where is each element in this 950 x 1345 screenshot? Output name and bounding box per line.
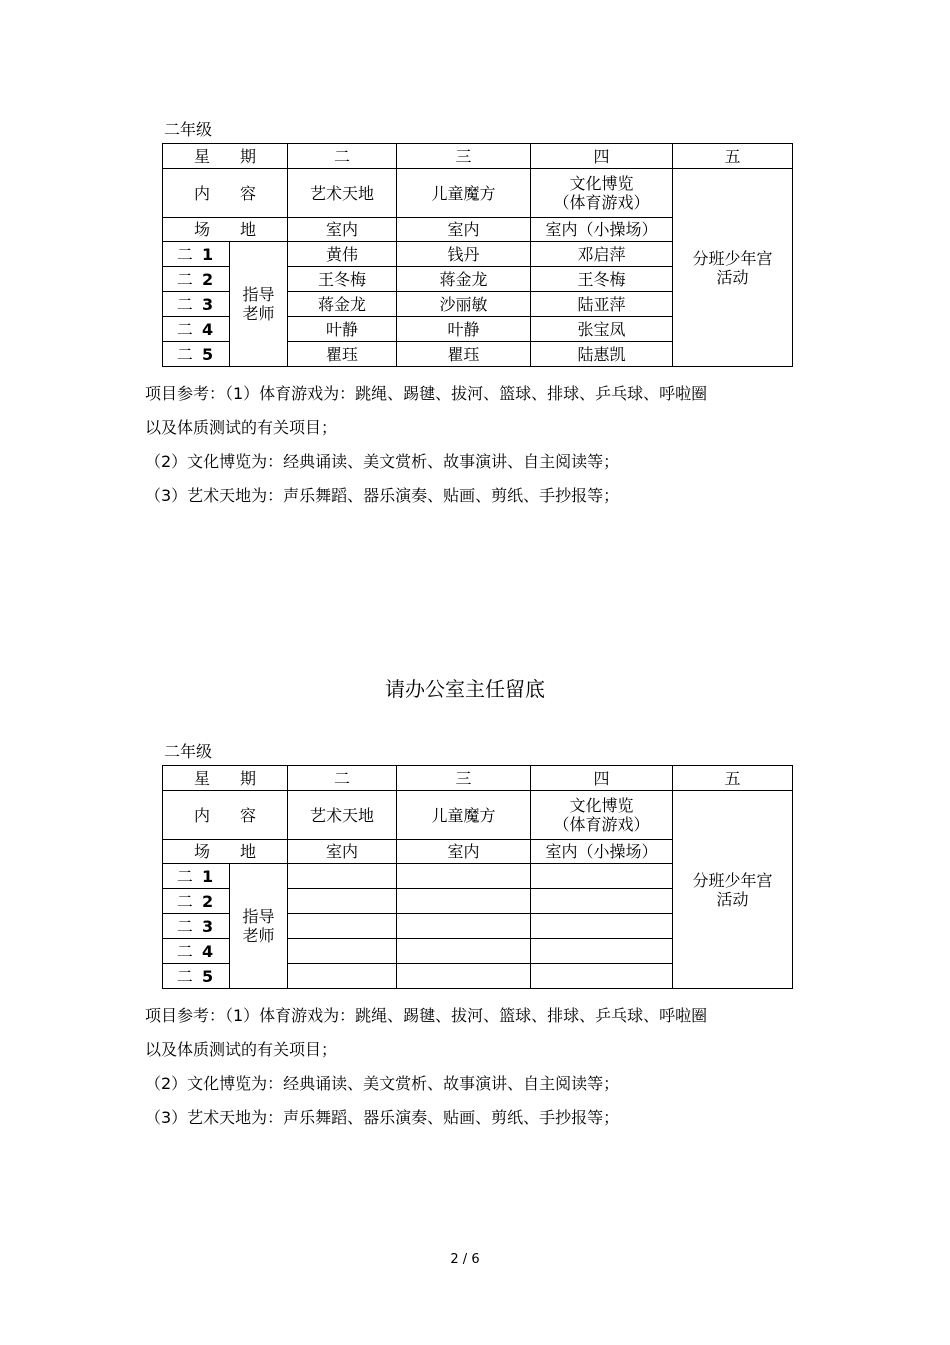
content-label: 内 容 (163, 169, 288, 218)
teacher-cell: 张宝凤 (531, 317, 673, 342)
content-label: 内 容 (163, 791, 288, 840)
schedule-table-blank (162, 765, 793, 989)
content-thu: 文化博览 （体育游戏） (531, 791, 673, 840)
note-line: （2）文化博览为：经典诵读、美文赏析、故事演讲、自主阅读等； (145, 452, 620, 471)
venue-thu: 室内（小操场） (531, 840, 673, 864)
class-label: 二 4 (163, 317, 230, 342)
class-label: 二 5 (163, 342, 230, 367)
venue-label: 场 地 (163, 218, 288, 242)
content-wed: 儿童魔方 (397, 791, 531, 840)
teacher-cell: 黄伟 (288, 242, 397, 267)
teacher-cell: 叶静 (397, 317, 531, 342)
note-line: 以及体质测试的有关项目； (145, 1040, 338, 1059)
day-header-fri: 五 (673, 144, 793, 169)
weekday-header: 星 期 (163, 766, 288, 791)
venue-wed: 室内 (397, 218, 531, 242)
friday-activity: 分班少年宫 活动 (673, 791, 793, 989)
day-header-tue: 二 (288, 144, 397, 169)
teacher-cell: 陆亚萍 (531, 292, 673, 317)
class-label: 二 3 (163, 914, 230, 939)
blank-teacher-cell (397, 914, 531, 939)
blank-teacher-cell (531, 939, 673, 964)
blank-teacher-cell (531, 889, 673, 914)
project-notes (145, 999, 707, 1135)
note-line: 项目参考：（1）体育游戏为：跳绳、踢毽、拔河、篮球、排球、乒乓球、呼啦圈 (145, 1006, 708, 1025)
venue-tue: 室内 (288, 840, 397, 864)
day-header-wed: 三 (397, 766, 531, 791)
teacher-cell: 蒋金龙 (288, 292, 397, 317)
blank-teacher-cell (288, 914, 397, 939)
blank-teacher-cell (531, 864, 673, 889)
grade-label: 二年级 (164, 120, 213, 139)
blank-teacher-cell (397, 889, 531, 914)
content-thu: 文化博览 （体育游戏） (531, 169, 673, 218)
teacher-cell: 王冬梅 (288, 267, 397, 292)
grade-label: 二年级 (164, 742, 213, 761)
note-line: 项目参考：（1）体育游戏为：跳绳、踢毽、拔河、篮球、排球、乒乓球、呼啦圈 (145, 384, 708, 403)
project-notes (145, 377, 707, 513)
class-label: 二 4 (163, 939, 230, 964)
blank-teacher-cell (397, 964, 531, 989)
teacher-cell: 钱丹 (397, 242, 531, 267)
memo-title: 请办公室主任留底 (385, 677, 545, 701)
blank-teacher-cell (397, 864, 531, 889)
venue-tue: 室内 (288, 218, 397, 242)
blank-teacher-cell (531, 964, 673, 989)
content-tue: 艺术天地 (288, 169, 397, 218)
friday-activity: 分班少年宫 活动 (673, 169, 793, 367)
blank-teacher-cell (288, 864, 397, 889)
teacher-cell: 陆惠凯 (531, 342, 673, 367)
day-header-fri: 五 (673, 766, 793, 791)
teacher-label: 指导 老师 (230, 242, 288, 367)
class-label: 二 2 (163, 889, 230, 914)
blank-teacher-cell (288, 939, 397, 964)
note-line: （2）文化博览为：经典诵读、美文赏析、故事演讲、自主阅读等； (145, 1074, 620, 1093)
day-header-tue: 二 (288, 766, 397, 791)
schedule-table (162, 143, 793, 367)
class-label: 二 1 (163, 864, 230, 889)
content-wed: 儿童魔方 (397, 169, 531, 218)
class-label: 二 3 (163, 292, 230, 317)
note-line: （3）艺术天地为：声乐舞蹈、器乐演奏、贴画、剪纸、手抄报等； (145, 486, 620, 505)
teacher-cell: 王冬梅 (531, 267, 673, 292)
class-label: 二 5 (163, 964, 230, 989)
teacher-cell: 蒋金龙 (397, 267, 531, 292)
day-header-wed: 三 (397, 144, 531, 169)
blank-teacher-cell (397, 939, 531, 964)
class-label: 二 2 (163, 267, 230, 292)
note-line: 以及体质测试的有关项目； (145, 418, 338, 437)
day-header-thu: 四 (531, 766, 673, 791)
content-tue: 艺术天地 (288, 791, 397, 840)
venue-label: 场 地 (163, 840, 288, 864)
blank-teacher-cell (531, 914, 673, 939)
teacher-cell: 瞿珏 (397, 342, 531, 367)
venue-wed: 室内 (397, 840, 531, 864)
day-header-thu: 四 (531, 144, 673, 169)
venue-thu: 室内（小操场） (531, 218, 673, 242)
page-number: 2 / 6 (450, 1252, 480, 1267)
teacher-cell: 叶静 (288, 317, 397, 342)
blank-teacher-cell (288, 889, 397, 914)
teacher-cell: 邓启萍 (531, 242, 673, 267)
teacher-cell: 沙丽敏 (397, 292, 531, 317)
weekday-header: 星 期 (163, 144, 288, 169)
teacher-label: 指导 老师 (230, 864, 288, 989)
class-label: 二 1 (163, 242, 230, 267)
note-line: （3）艺术天地为：声乐舞蹈、器乐演奏、贴画、剪纸、手抄报等； (145, 1108, 620, 1127)
teacher-cell: 瞿珏 (288, 342, 397, 367)
blank-teacher-cell (288, 964, 397, 989)
